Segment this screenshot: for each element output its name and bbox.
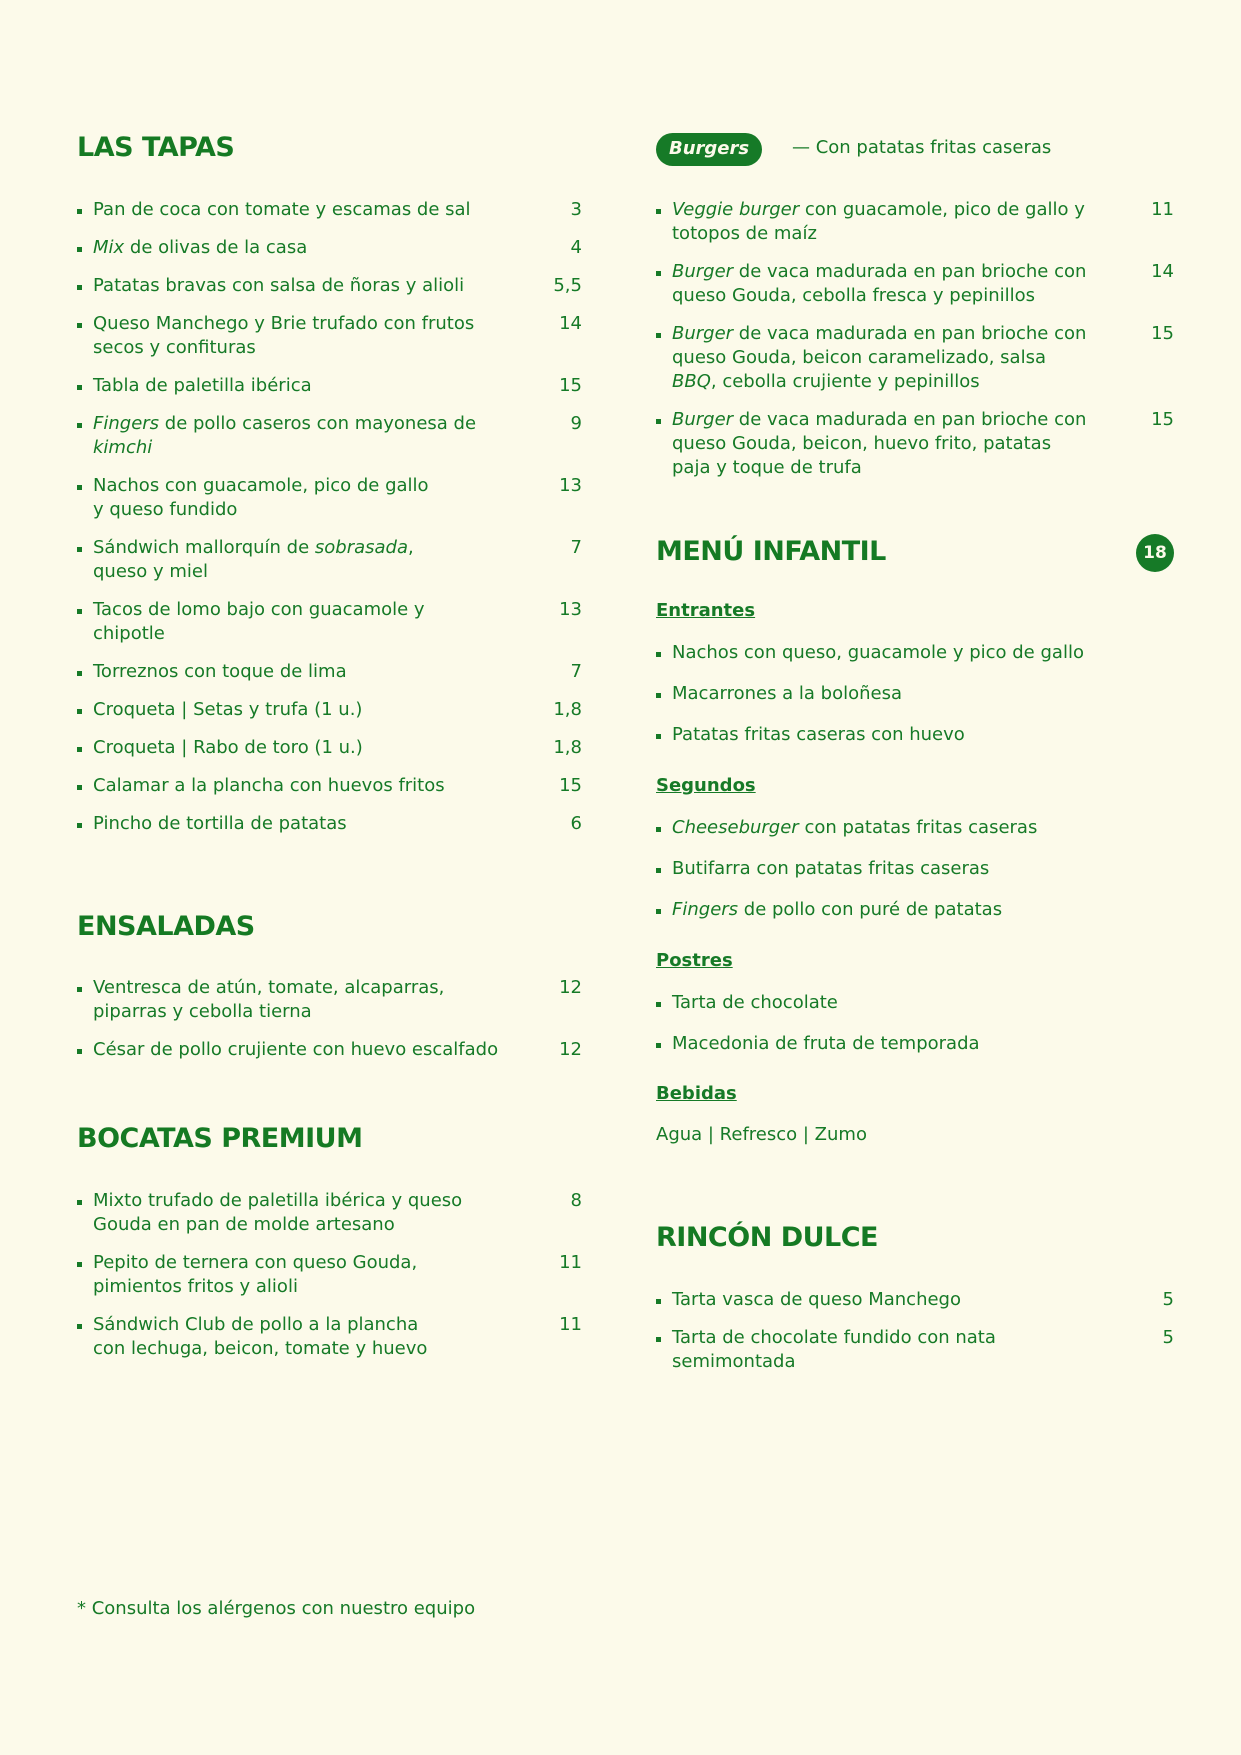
segundos-label: Segundos (656, 775, 756, 796)
menu-item (77, 1038, 582, 1062)
menu-item-text: Pincho de tortilla de patatas (93, 813, 347, 834)
menu-item-price: 5 (1162, 1327, 1174, 1348)
menu-item-price: 11 (559, 1252, 582, 1273)
menu-item-price: 9 (570, 413, 582, 434)
menu-item (77, 976, 582, 1024)
menu-item-price: 12 (559, 977, 582, 998)
menu-item (77, 374, 582, 398)
menu-item: Cheeseburger con patatas fritas caseras (656, 816, 1174, 840)
tapas-title: LAS TAPAS (77, 132, 235, 163)
menu-item (656, 198, 1174, 246)
menu-item-text: Burger de vaca madurada en pan brioche con queso Gouda, cebolla fresca y pepinillos (672, 261, 1087, 306)
postres-label: Postres (656, 950, 733, 971)
burgers-list (656, 198, 1174, 494)
menu-item (77, 812, 582, 836)
menu-item-price: 8 (570, 1190, 582, 1211)
infantil-price-badge: 18 (1136, 534, 1174, 572)
menu-item (77, 660, 582, 684)
postres-list (656, 991, 1174, 1073)
menu-item-price: 15 (1151, 409, 1174, 430)
menu-item-text: Ventresca de atún, tomate, alcaparras, piparras y cebolla tierna (93, 977, 445, 1022)
menu-item: Macarrones a la boloñesa (656, 682, 1174, 706)
entrantes-list (656, 641, 1174, 764)
menu-item-price: 5,5 (553, 275, 582, 296)
menu-item-text: Calamar a la plancha con huevos fritos (93, 775, 445, 796)
menu-item-text: Croqueta | Rabo de toro (1 u.) (93, 737, 363, 758)
bebidas-label: Bebidas (656, 1083, 737, 1104)
menu-item-text: Veggie burger con guacamole, pico de gallo y totopos de maíz (672, 199, 1085, 244)
menu-item-text: Tacos de lomo bajo con guacamole y chipotle (93, 599, 425, 644)
menu-item-price: 14 (559, 313, 582, 334)
entrantes-label: Entrantes (656, 600, 756, 621)
menu-item (77, 1189, 582, 1237)
segundos-list (656, 816, 1174, 939)
menu-item-text: Sándwich mallorquín de sobrasada, queso y miel (93, 537, 414, 582)
menu-item-text: Tarta de chocolate fundido con nata semimontada (672, 1327, 996, 1372)
menu-item-text: Tarta vasca de queso Manchego (672, 1289, 961, 1310)
menu-item-price: 13 (559, 599, 582, 620)
menu-item-text: Queso Manchego y Brie trufado con frutos secos y confituras (93, 313, 475, 358)
menu-item-price: 7 (570, 537, 582, 558)
menu-item-price: 7 (570, 661, 582, 682)
menu-item (77, 774, 582, 798)
menu-item-text: Patatas bravas con salsa de ñoras y alioli (93, 275, 465, 296)
tapas-list (77, 198, 582, 850)
menu-item-price: 6 (570, 813, 582, 834)
menu-item-price: 13 (559, 475, 582, 496)
menu-item-text: Mixto trufado de paletilla ibérica y queso Gouda en pan de molde artesano (93, 1190, 463, 1235)
bocatas-title: BOCATAS PREMIUM (77, 1123, 363, 1154)
allergen-footnote: * Consulta los alérgenos con nuestro equipo (77, 1598, 476, 1619)
menu-item (656, 322, 1174, 394)
menu-item-price: 4 (570, 237, 582, 258)
infantil-title: MENÚ INFANTIL (656, 536, 886, 567)
menu-item-text: Mix de olivas de la casa (93, 237, 308, 258)
menu-item-price: 15 (559, 775, 582, 796)
menu-item (77, 1313, 582, 1361)
menu-item (77, 598, 582, 646)
menu-item-text: Sándwich Club de pollo a la plancha con lechuga, beicon, tomate y huevo (93, 1314, 428, 1359)
menu-item: Butifarra con patatas fritas caseras (656, 857, 1174, 881)
menu-item (656, 260, 1174, 308)
menu-item-price: 11 (559, 1314, 582, 1335)
menu-item-text: Pepito de ternera con queso Gouda, pimientos fritos y alioli (93, 1252, 418, 1297)
menu-item (77, 274, 582, 298)
menu-item-text: Burger de vaca madurada en pan brioche con queso Gouda, beicon caramelizado, salsa BBQ, cebolla crujiente y pepinillos (672, 323, 1087, 392)
menu-item-text: Croqueta | Setas y trufa (1 u.) (93, 699, 363, 720)
menu-item: Fingers de pollo con puré de patatas (656, 898, 1174, 922)
menu-item-price: 15 (559, 375, 582, 396)
menu-item-text: Fingers de pollo caseros con mayonesa de kimchi (93, 413, 477, 458)
menu-item (77, 236, 582, 260)
menu-item (77, 198, 582, 222)
menu-item-price: 1,8 (553, 737, 582, 758)
menu-item-price: 1,8 (553, 699, 582, 720)
menu-item (656, 1326, 1174, 1374)
menu-item-text: Nachos con guacamole, pico de gallo y queso fundido (93, 475, 429, 520)
menu-item-text: Torreznos con toque de lima (93, 661, 347, 682)
menu-item-price: 3 (570, 199, 582, 220)
menu-item (77, 1251, 582, 1299)
menu-item-price: 15 (1151, 323, 1174, 344)
ensaladas-title: ENSALADAS (77, 911, 255, 942)
menu-item (656, 1288, 1174, 1312)
dulce-title: RINCÓN DULCE (656, 1222, 878, 1253)
menu-item (77, 536, 582, 584)
menu-item-price: 11 (1151, 199, 1174, 220)
menu-item-text: César de pollo crujiente con huevo escalfado (93, 1039, 499, 1060)
menu-item (77, 698, 582, 722)
menu-item-price: 12 (559, 1039, 582, 1060)
bebidas-text: Agua | Refresco | Zumo (656, 1124, 867, 1145)
burgers-pill: Burgers (656, 133, 762, 166)
dulce-list (656, 1288, 1174, 1388)
menu-item-text: Burger de vaca madurada en pan brioche con queso Gouda, beicon, huevo frito, patatas paja y toque de trufa (672, 409, 1087, 478)
burgers-note: — Con patatas fritas caseras (792, 137, 1052, 158)
menu-item: Tarta de chocolate (656, 991, 1174, 1015)
menu-item (77, 474, 582, 522)
menu-item: Macedonia de fruta de temporada (656, 1032, 1174, 1056)
menu-item (77, 412, 582, 460)
menu-item-text: Tabla de paletilla ibérica (93, 375, 312, 396)
menu-item (656, 408, 1174, 480)
bocatas-list (77, 1189, 582, 1375)
ensaladas-list (77, 976, 582, 1076)
menu-item: Nachos con queso, guacamole y pico de gallo (656, 641, 1174, 665)
menu-item (77, 312, 582, 360)
menu-item-price: 14 (1151, 261, 1174, 282)
menu-item-text: Pan de coca con tomate y escamas de sal (93, 199, 471, 220)
menu-item (77, 736, 582, 760)
menu-item-price: 5 (1162, 1289, 1174, 1310)
menu-item: Patatas fritas caseras con huevo (656, 723, 1174, 747)
